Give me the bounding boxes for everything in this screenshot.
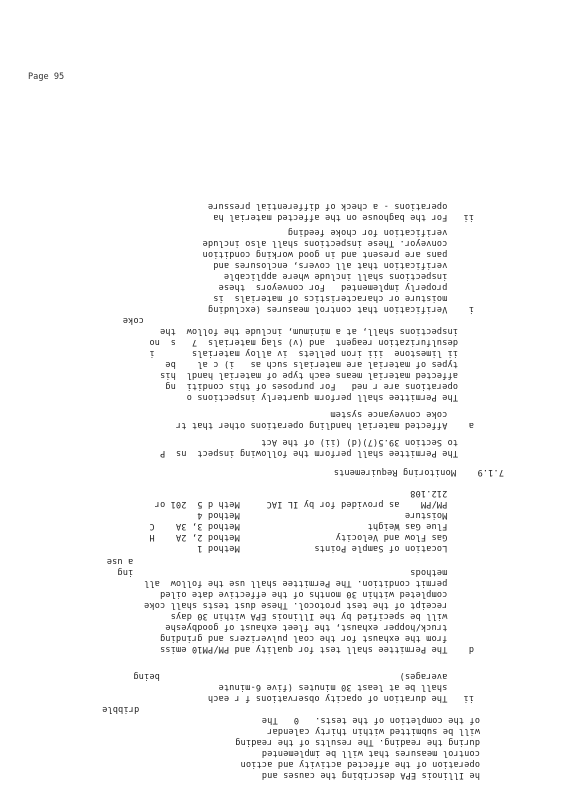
text-line: averages) being: [133, 671, 474, 681]
text-line: operations - a check of differential pressure: [207, 201, 474, 211]
text-line: conveyor. These inspections shall also include: [202, 238, 474, 248]
text-line: coke conveyance system: [330, 409, 474, 419]
table-row: Moisture Method 4: [197, 510, 474, 520]
text-line: control measures that will be implemented: [261, 748, 480, 758]
text-line: operation of the affected activity and action: [240, 759, 480, 769]
text-line: inspections shall include where applicable: [223, 271, 474, 281]
text-line: verification for choke feeding: [287, 227, 474, 237]
text-line: The Permittee shall perform quarterly inspections o: [186, 392, 474, 402]
text-line: a Affected material handling operations other that tr: [175, 420, 474, 430]
text-line: inspections shall, at a minimum, include the follow the: [159, 326, 474, 336]
text-line: verification that all covers, enclosures and: [213, 260, 474, 270]
text-line: of the completion of the tests. 0 The: [261, 715, 480, 725]
text-line: shall be at least 30 minutes (five 6-minute: [218, 682, 474, 692]
text-line: i Verification that control measures (excluding: [207, 304, 474, 314]
table-row: PM/PM as provided for by IL IAC Meth d 5 201 or: [154, 499, 474, 509]
text-line: ii For the baghouse on the affected material ha: [213, 212, 474, 222]
text-line: dribble: [102, 704, 480, 714]
text-line: coke: [122, 315, 474, 325]
text-line: truck/hopper exhaust, the fleet exhaust of goodbyeshe: [165, 622, 474, 632]
text-line: methods ing: [117, 567, 474, 577]
text-line: The Permittee shall perform the following inspect ns P: [159, 448, 474, 458]
text-line: affected material means each type of material handl his: [159, 370, 474, 380]
text-line: completed within 30 months of the effective date oiled: [159, 589, 474, 599]
table-row: Gas Flow and Velocity Method 2, 2A H: [149, 532, 474, 542]
table-row: Location of Sample Points Method 1: [197, 543, 474, 553]
text-line: during the reading. The results of the reading: [235, 737, 480, 747]
text-line: he Illinois EPA describing the causes and: [261, 770, 480, 780]
table-row: 212.108: [410, 488, 474, 498]
table-row: Flue Gas Weight Method 3, 3A C: [149, 521, 474, 531]
text-line: d The Permittee shall test for quality and PM/PM10 emiss: [159, 644, 474, 654]
page-number: Page 95: [28, 72, 65, 82]
section-heading: 7.1.9 Monitoring Requirements: [333, 467, 504, 477]
text-line: types of material are materials such as i) c al be: [165, 359, 474, 369]
text-line: operations are r ned For purposes of this conditi ng: [165, 381, 474, 391]
text-line: ii The duration of opacity observations f r each: [207, 693, 474, 703]
text-line: receipt of the test protocol. These dust tests shall coke: [143, 600, 474, 610]
text-line: properly implemented For conveyors these: [218, 282, 474, 292]
text-line: desulfurization reagent and (v) slag materials 7 s no: [149, 337, 474, 347]
text-line: from the exhaust for the coal pulverizers and grinding: [159, 633, 474, 643]
text-line: permit condition. The Permittee shall use the follow all: [143, 578, 474, 588]
text-line: ii limestone iii iron pellets iv alloy materials i: [149, 348, 474, 358]
text-line: pans are present and in good working condition: [202, 249, 474, 259]
text-line: to Section 39.5(7)(d) (ii) of the Act: [261, 437, 474, 447]
text-line: will be submitted within thirty calendar: [267, 726, 480, 736]
text-line: moisture or characteristics of materials is: [213, 293, 474, 303]
text-line: a use: [106, 556, 474, 566]
text-line: will be specified by the Illinois EPA within 30 days: [170, 611, 474, 621]
